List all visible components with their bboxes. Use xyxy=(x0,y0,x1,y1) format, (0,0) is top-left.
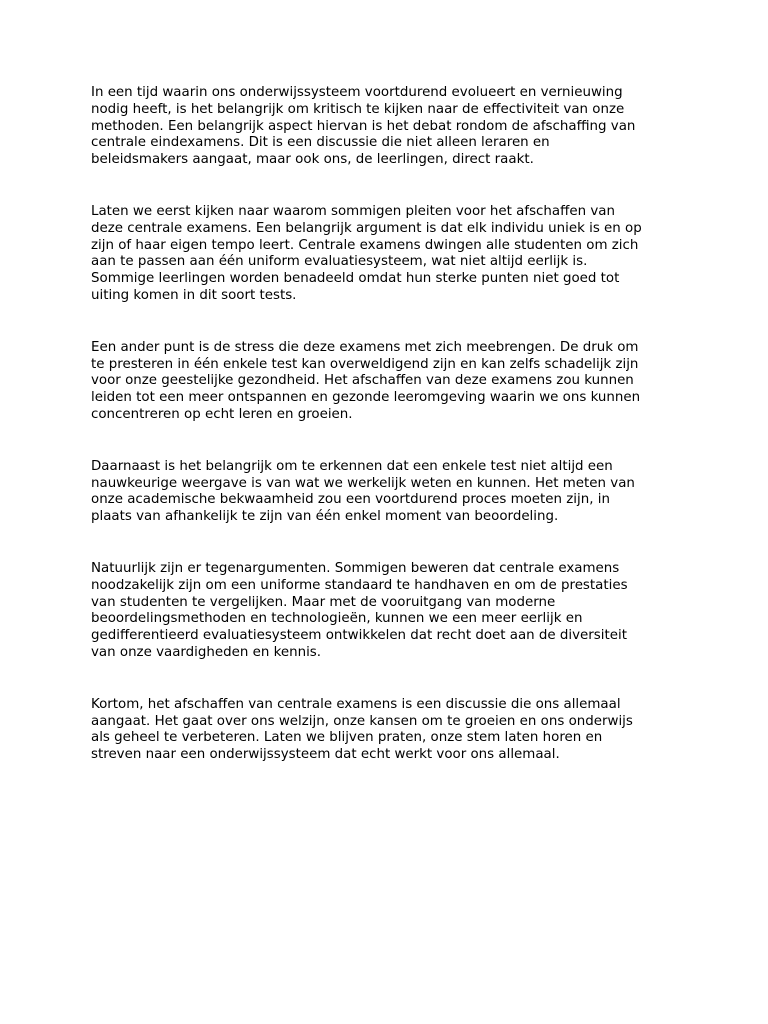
paragraph-counterarguments: Natuurlijk zijn er tegenargumenten. Sommigen beweren dat centrale examens noodzakelijk zijn om een uniforme standaard te handhaven en om de prestaties van studenten te vergelijken. Maar met de vooruitgang van moderne beoordelingsmethoden en technologieën, kunnen we een meer eerlijk en gedifferentieerd evaluatiesysteem ontwikkelen dat recht doet aan de diversiteit van onze vaardigheden en kennis. xyxy=(91,560,628,660)
paragraph-conclusion: Kortom, het afschaffen van centrale examens is een discussie die ons allemaal aangaat. Het gaat over ons welzijn, onze kansen om te groeien en ons onderwijs als geheel te verbeteren. Laten we blijven praten, onze stem laten horen en streven naar een onderwijssysteem dat echt werkt voor ons allemaal. xyxy=(91,696,633,763)
paragraph-arguments-for: Laten we eerst kijken naar waarom sommigen pleiten voor het afschaffen van deze centrale examens. Een belangrijk argument is dat elk individu uniek is en op zijn of haar eigen tempo leert. Centrale examens dwingen alle studenten om zich aan te passen aan één uniform evaluatiesysteem, wat niet altijd eerlijk is. Sommige leerlingen worden benadeeld omdat hun sterke punten niet goed tot uiting komen in dit soort tests. xyxy=(91,203,642,303)
document-body xyxy=(91,85,681,764)
paragraph-intro: In een tijd waarin ons onderwijssysteem voortdurend evolueert en vernieuwing nodig heeft, is het belangrijk om kritisch te kijken naar de effectiviteit van onze methoden. Een belangrijk aspect hiervan is het debat rondom de afschaffing van centrale eindexamens. Dit is een discussie die niet alleen leraren en beleidsmakers aangaat, maar ook ons, de leerlingen, direct raakt. xyxy=(91,85,636,168)
paragraph-stress: Een ander punt is de stress die deze examens met zich meebrengen. De druk om te presteren in één enkele test kan overweldigend zijn en kan zelfs schadelijk zijn voor onze geestelijke gezondheid. Het afschaffen van deze examens zou kunnen leiden tot een meer ontspannen en gezonde leeromgeving waarin we ons kunnen concentreren op echt leren en groeien. xyxy=(91,339,641,422)
paragraph-measurement: Daarnaast is het belangrijk om te erkennen dat een enkele test niet altijd een nauwkeurige weergave is van wat we werkelijk weten en kunnen. Het meten van onze academische bekwaamheid zou een voortdurend proces moeten zijn, in plaats van afhankelijk te zijn van één enkel moment van beoordeling. xyxy=(91,458,635,525)
